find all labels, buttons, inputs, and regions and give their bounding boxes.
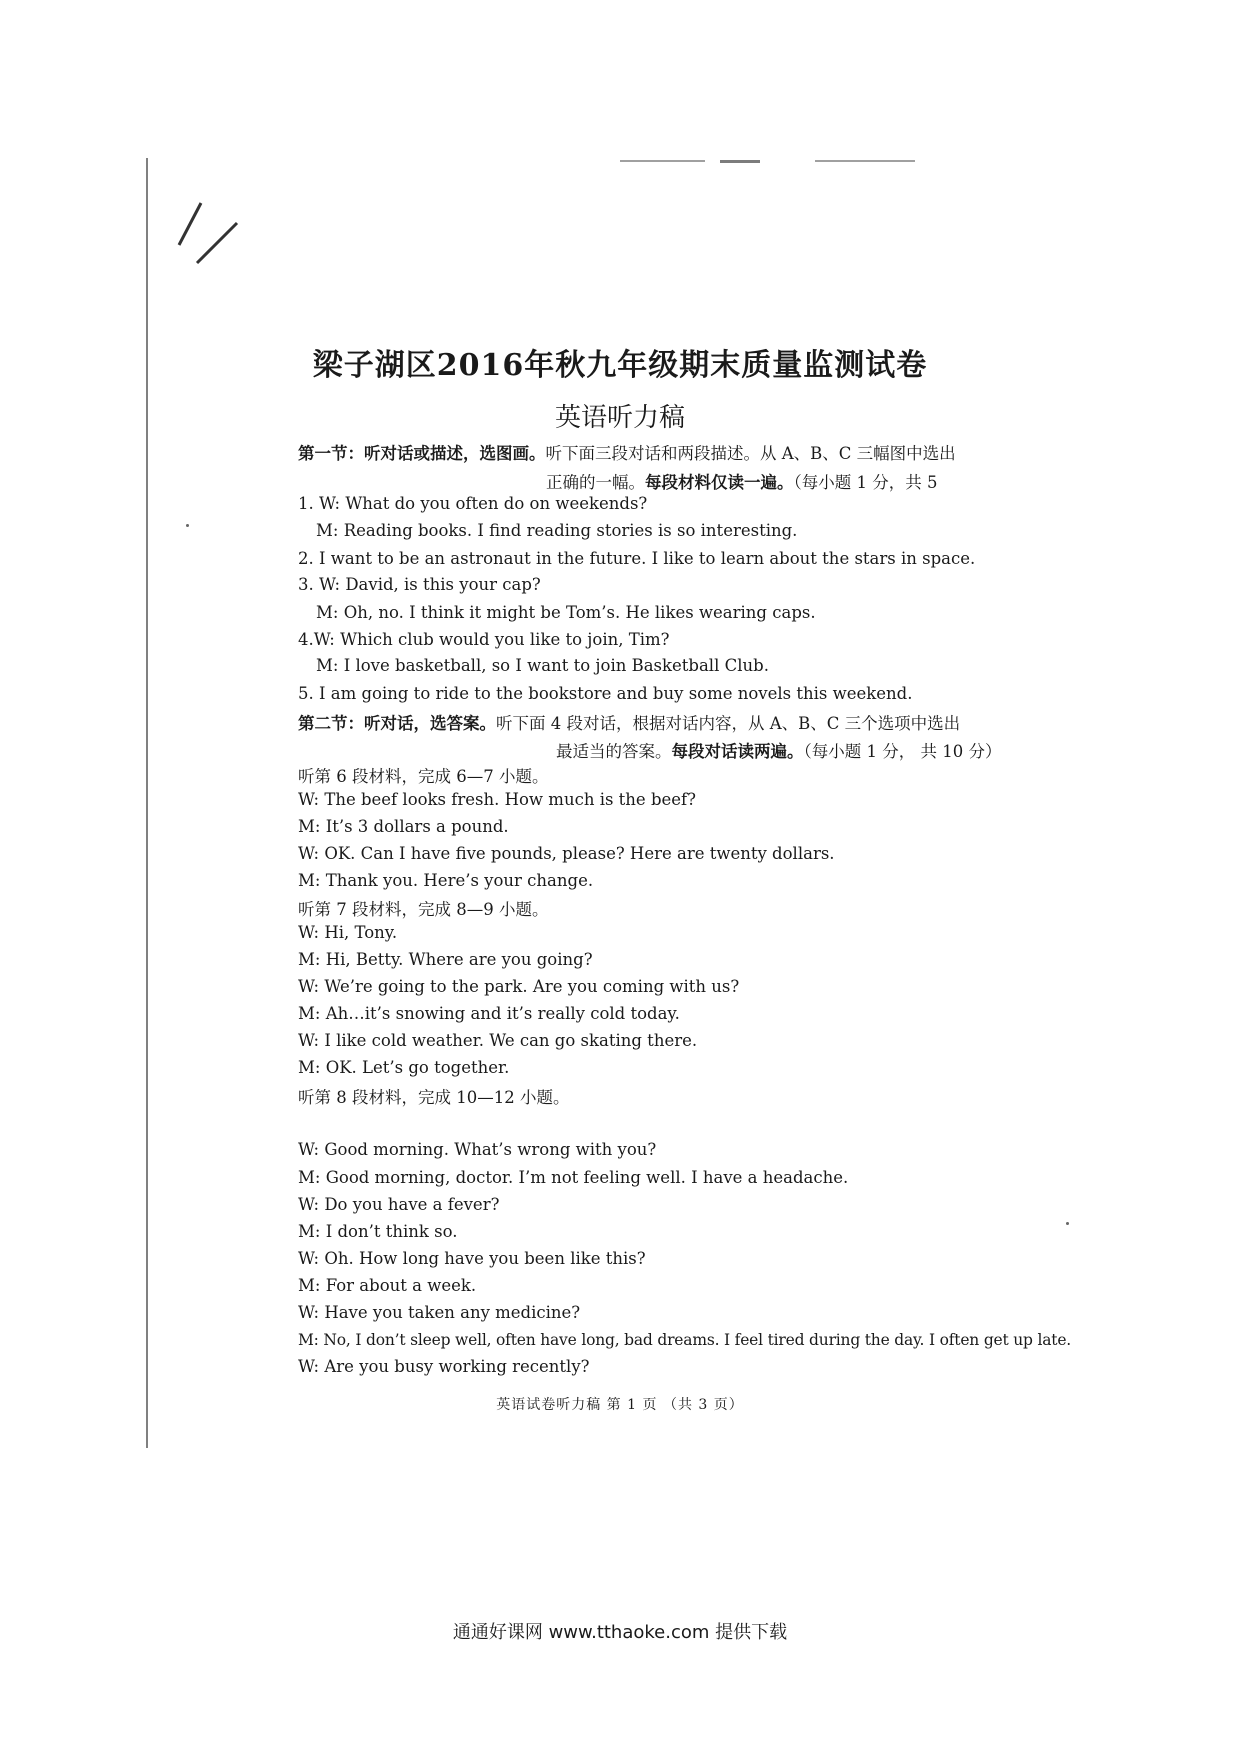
- material-label: 听第 7 段材料，完成 8—9 小题。: [298, 900, 549, 919]
- exam-title: 梁子湖区2016年秋九年级期末质量监测试卷: [312, 348, 928, 383]
- question-line: 3. W: David, is this your cap?: [298, 575, 541, 594]
- dialogue-line: M: It’s 3 dollars a pound.: [298, 817, 509, 836]
- dialogue-line: M: Ah…it’s snowing and it’s really cold today.: [298, 1004, 680, 1023]
- exam-subtitle: 英语听力稿: [554, 403, 685, 433]
- dialogue-line: W: Are you busy working recently?: [298, 1357, 590, 1376]
- question-line: 4.W: Which club would you like to join, Tim?: [298, 630, 670, 649]
- scan-dash: [620, 160, 705, 162]
- dialogue-line: W: Oh. How long have you been like this?: [298, 1249, 646, 1268]
- question-line: 5. I am going to ride to the bookstore and buy some novels this weekend.: [298, 684, 913, 703]
- question-line: M: I love basketball, so I want to join Basketball Club.: [316, 656, 769, 675]
- dialogue-line: M: Thank you. Here’s your change.: [298, 871, 594, 890]
- question-line: M: Oh, no. I think it might be Tom’s. He likes wearing caps.: [316, 603, 816, 622]
- dialogue-line: M: Good morning, doctor. I’m not feeling well. I have a headache.: [298, 1168, 849, 1187]
- dialogue-line: M: For about a week.: [298, 1276, 477, 1295]
- question-line: M: Reading books. I find reading stories is so interesting.: [316, 521, 798, 540]
- dialogue-line: W: OK. Can I have five pounds, please? Here are twenty dollars.: [298, 844, 835, 863]
- dialogue-line: W: The beef looks fresh. How much is the beef?: [298, 790, 696, 809]
- question-line: 2. I want to be an astronaut in the future. I like to learn about the stars in space.: [298, 549, 976, 568]
- question-line: 1. W: What do you often do on weekends?: [298, 494, 648, 513]
- dialogue-line: M: No, I don’t sleep well, often have long, bad dreams. I feel tired during the day. I often get up late.: [298, 1331, 1072, 1349]
- pen-mark: [175, 195, 255, 270]
- material-label: 听第 6 段材料，完成 6—7 小题。: [298, 767, 549, 786]
- dialogue-line: W: Good morning. What’s wrong with you?: [298, 1140, 657, 1159]
- material-label: 听第 8 段材料，完成 10—12 小题。: [298, 1088, 570, 1107]
- dialogue-line: W: I like cold weather. We can go skating there.: [298, 1031, 698, 1050]
- scan-dash: [720, 160, 760, 163]
- dialogue-line: W: We’re going to the park. Are you coming with us?: [298, 977, 740, 996]
- dialogue-line: W: Have you taken any medicine?: [298, 1303, 581, 1322]
- scan-dash: [815, 160, 915, 162]
- dialogue-line: M: I don’t think so.: [298, 1222, 458, 1241]
- section1-instruction-cont: 正确的一幅。每段材料仅读一遍。（每小题 1 分，共 5: [546, 473, 938, 492]
- section1-heading: 第一节：听对话或描述，选图画。听下面三段对话和两段描述。从 A、B、C 三幅图中选出: [298, 444, 956, 463]
- scan-speck: [186, 524, 189, 527]
- dialogue-line: W: Do you have a fever?: [298, 1195, 500, 1214]
- section2-instruction-cont: 最适当的答案。每段对话读两遍。（每小题 1 分， 共 10 分）: [556, 742, 1002, 761]
- dialogue-line: M: Hi, Betty. Where are you going?: [298, 950, 593, 969]
- section2-heading: 第二节：听对话，选答案。听下面 4 段对话，根据对话内容，从 A、B、C 三个选项中选出: [298, 714, 961, 733]
- dialogue-line: M: OK. Let’s go together.: [298, 1058, 510, 1077]
- page-footer: 英语试卷听力稿 第 1 页 （共 3 页）: [496, 1397, 744, 1413]
- dialogue-line: W: Hi, Tony.: [298, 923, 398, 942]
- scan-speck: [1066, 1222, 1069, 1225]
- download-credit: 通通好课网 www.tthaoke.com 提供下载: [452, 1622, 788, 1643]
